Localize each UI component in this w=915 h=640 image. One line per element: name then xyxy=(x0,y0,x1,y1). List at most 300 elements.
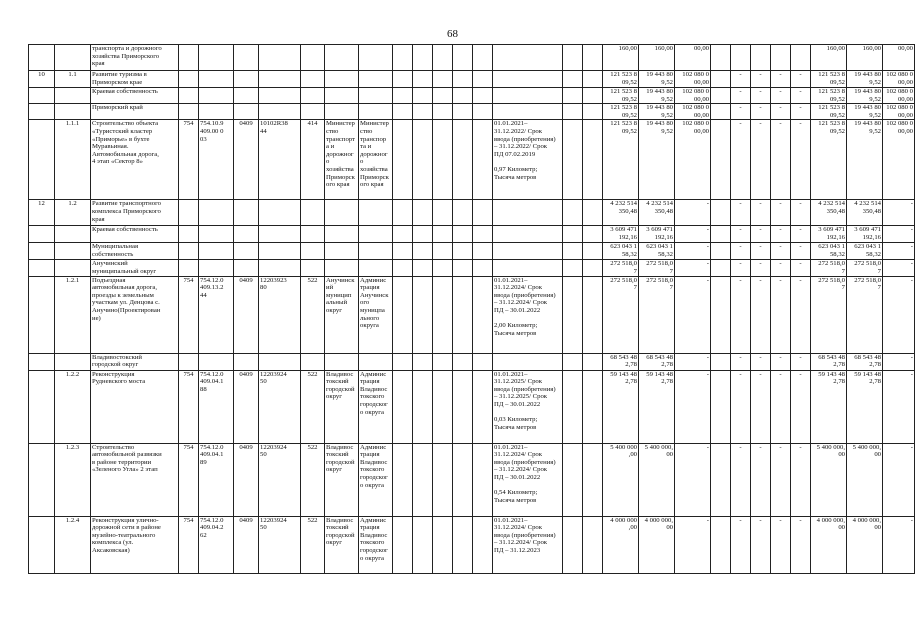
cell-c23: - xyxy=(751,260,771,276)
cell-regional-2: 272 518,0 7 xyxy=(847,260,883,276)
cell-vr xyxy=(301,88,325,104)
cell-regional-2: 19 443 80 9,52 xyxy=(847,104,883,120)
cell-kbk: 754.12.0 409.04.2 62 xyxy=(199,516,234,573)
cell-c22: - xyxy=(731,120,751,200)
cell-c21 xyxy=(711,71,731,88)
cell-total: 272 518,0 7 xyxy=(603,260,639,276)
cell-c14 xyxy=(473,276,493,353)
cell-c13 xyxy=(453,516,473,573)
cell-federal-2: - xyxy=(883,276,915,353)
cell-code xyxy=(55,226,91,243)
cell-c13 xyxy=(453,120,473,200)
cell-period-capacity: 01.01.2021– 31.12.2022/ Срок ввода (приобретения) – 31.12.2022/ Срок ПД 07.02.2019 0,97 Километр; Тысяча метров xyxy=(493,120,563,200)
cell-executor xyxy=(359,71,393,88)
cell-code xyxy=(55,104,91,120)
cell-c17 xyxy=(583,516,603,573)
cell-rzpr xyxy=(234,200,259,226)
cell-name: Владивостокский городской округ xyxy=(91,353,179,370)
cell-c16 xyxy=(563,370,583,443)
cell-c12 xyxy=(433,243,453,260)
cell-c12 xyxy=(433,200,453,226)
cell-c14 xyxy=(473,45,493,71)
cell-c23 xyxy=(751,45,771,71)
cell-customer: Владивос токский городской округ xyxy=(325,516,359,573)
cell-c23: - xyxy=(751,226,771,243)
cell-csr xyxy=(259,45,301,71)
cell-c23: - xyxy=(751,104,771,120)
cell-grbs xyxy=(179,88,199,104)
cell-c25: - xyxy=(791,104,811,120)
cell-period-capacity xyxy=(493,45,563,71)
cell-c22: - xyxy=(731,104,751,120)
cell-federal: - xyxy=(675,443,711,516)
cell-grbs xyxy=(179,243,199,260)
cell-kbk: 754.12.0 409.13.2 44 xyxy=(199,276,234,353)
cell-c13 xyxy=(453,276,473,353)
cell-total-2: 4 232 514 350,48 xyxy=(811,200,847,226)
cell-vr: 522 xyxy=(301,370,325,443)
cell-c13 xyxy=(453,243,473,260)
cell-regional: 68 543 48 2,78 xyxy=(639,353,675,370)
cell-c10 xyxy=(393,443,413,516)
cell-regional: 19 443 80 9,52 xyxy=(639,88,675,104)
cell-federal-2: 102 080 0 00,00 xyxy=(883,120,915,200)
cell-kbk xyxy=(199,226,234,243)
cell-rzpr xyxy=(234,353,259,370)
cell-regional: 4 232 514 350,48 xyxy=(639,200,675,226)
cell-c21 xyxy=(711,353,731,370)
cell-c21 xyxy=(711,226,731,243)
cell-c11 xyxy=(413,120,433,200)
cell-c17 xyxy=(583,260,603,276)
cell-regional-2: 19 443 80 9,52 xyxy=(847,71,883,88)
cell-code: 1.2.1 xyxy=(55,276,91,353)
cell-c22: - xyxy=(731,353,751,370)
table-row xyxy=(29,45,915,71)
cell-csr xyxy=(259,88,301,104)
table-row xyxy=(29,88,915,104)
cell-federal: - xyxy=(675,353,711,370)
table-row xyxy=(29,443,915,516)
cell-c21 xyxy=(711,104,731,120)
cell-federal: - xyxy=(675,276,711,353)
cell-total-2: 623 043 1 58,32 xyxy=(811,243,847,260)
cell-total-2: 121 523 8 09,52 xyxy=(811,120,847,200)
table-row xyxy=(29,243,915,260)
cell-row-no: 10 xyxy=(29,71,55,88)
cell-name: Анучинский муниципальный округ xyxy=(91,260,179,276)
cell-c10 xyxy=(393,226,413,243)
cell-rzpr: 0409 xyxy=(234,370,259,443)
cell-executor: Министер ство транспор та и дорожног о хозяйства Приморск ого края xyxy=(359,120,393,200)
cell-code: 1.2.2 xyxy=(55,370,91,443)
cell-rzpr: 0409 xyxy=(234,516,259,573)
cell-executor xyxy=(359,353,393,370)
cell-c11 xyxy=(413,226,433,243)
cell-total: 121 523 8 09,52 xyxy=(603,88,639,104)
cell-c11 xyxy=(413,200,433,226)
cell-regional-2: 272 518,0 7 xyxy=(847,276,883,353)
cell-regional: 623 043 1 58,32 xyxy=(639,243,675,260)
cell-c24: - xyxy=(771,443,791,516)
cell-c24: - xyxy=(771,353,791,370)
cell-total-2: 68 543 48 2,78 xyxy=(811,353,847,370)
cell-c17 xyxy=(583,276,603,353)
cell-federal-2: - xyxy=(883,353,915,370)
cell-c24: - xyxy=(771,200,791,226)
cell-federal-2: 00,00 xyxy=(883,45,915,71)
cell-federal: - xyxy=(675,260,711,276)
cell-kbk: 754.12.0 409.04.1 88 xyxy=(199,370,234,443)
cell-csr: 12203924 50 xyxy=(259,516,301,573)
cell-c11 xyxy=(413,71,433,88)
cell-code: 1.2.3 xyxy=(55,443,91,516)
cell-row-no xyxy=(29,276,55,353)
cell-total: 121 523 8 09,52 xyxy=(603,120,639,200)
cell-customer: Анучинск ий муницип альный округ xyxy=(325,276,359,353)
cell-c16 xyxy=(563,71,583,88)
cell-c12 xyxy=(433,260,453,276)
cell-c21 xyxy=(711,516,731,573)
cell-c12 xyxy=(433,353,453,370)
cell-c22: - xyxy=(731,200,751,226)
cell-kbk: 754.12.0 409.04.1 89 xyxy=(199,443,234,516)
cell-code: 1.2.4 xyxy=(55,516,91,573)
cell-name: Муниципальная собственность xyxy=(91,243,179,260)
cell-vr xyxy=(301,226,325,243)
cell-total: 272 518,0 7 xyxy=(603,276,639,353)
cell-period-capacity: 01.01.2021– 31.12.2025/ Срок ввода (приобретения) – 31.12.2025/ Срок ПД – 30.01.2022 0,03 Километр; Тысяча метров xyxy=(493,370,563,443)
cell-grbs xyxy=(179,200,199,226)
cell-customer xyxy=(325,88,359,104)
cell-executor xyxy=(359,200,393,226)
cell-c12 xyxy=(433,226,453,243)
cell-c14 xyxy=(473,120,493,200)
cell-row-no xyxy=(29,516,55,573)
cell-grbs: 754 xyxy=(179,276,199,353)
cell-executor xyxy=(359,260,393,276)
cell-c22: - xyxy=(731,276,751,353)
cell-csr: 12203923 80 xyxy=(259,276,301,353)
cell-executor: Админис трация Владивос токского городског о округа xyxy=(359,370,393,443)
table-row xyxy=(29,71,915,88)
cell-c11 xyxy=(413,45,433,71)
cell-regional-2: 623 043 1 58,32 xyxy=(847,243,883,260)
cell-c12 xyxy=(433,276,453,353)
cell-federal-2: - xyxy=(883,200,915,226)
cell-c21 xyxy=(711,260,731,276)
cell-c11 xyxy=(413,276,433,353)
cell-regional: 5 400 000, 00 xyxy=(639,443,675,516)
cell-period-capacity xyxy=(493,88,563,104)
cell-federal-2: - xyxy=(883,516,915,573)
cell-c13 xyxy=(453,370,473,443)
cell-c22: - xyxy=(731,226,751,243)
cell-c11 xyxy=(413,88,433,104)
cell-name: транспорта и дорожного хозяйства Приморского края xyxy=(91,45,179,71)
cell-customer: Владивос токский городской округ xyxy=(325,370,359,443)
cell-c10 xyxy=(393,353,413,370)
cell-c10 xyxy=(393,71,413,88)
cell-c24: - xyxy=(771,370,791,443)
cell-total-2: 272 518,0 7 xyxy=(811,276,847,353)
cell-c17 xyxy=(583,200,603,226)
cell-regional-2: 19 443 80 9,52 xyxy=(847,88,883,104)
cell-c14 xyxy=(473,443,493,516)
cell-c16 xyxy=(563,260,583,276)
cell-federal: 102 080 0 00,00 xyxy=(675,88,711,104)
cell-period-capacity: 01.01.2021– 31.12.2024/ Срок ввода (приобретения) – 31.12.2024/ Срок ПД – 30.01.2022 0,54 Километр; Тысяча метров xyxy=(493,443,563,516)
table-row xyxy=(29,200,915,226)
cell-c11 xyxy=(413,353,433,370)
cell-period-capacity xyxy=(493,353,563,370)
cell-csr xyxy=(259,104,301,120)
cell-federal: - xyxy=(675,370,711,443)
cell-c25: - xyxy=(791,71,811,88)
cell-total-2: 160,00 xyxy=(811,45,847,71)
cell-rzpr: 0409 xyxy=(234,120,259,200)
cell-csr xyxy=(259,243,301,260)
cell-row-no xyxy=(29,45,55,71)
table-row xyxy=(29,516,915,573)
cell-kbk xyxy=(199,71,234,88)
cell-c10 xyxy=(393,260,413,276)
cell-code xyxy=(55,353,91,370)
cell-c25: - xyxy=(791,370,811,443)
cell-rzpr: 0409 xyxy=(234,276,259,353)
cell-c10 xyxy=(393,88,413,104)
cell-grbs xyxy=(179,226,199,243)
cell-name: Подъездная автомобильная дорога, проезды к земельным участкам ул. Денцова с. Анучино(Проектирован ие) xyxy=(91,276,179,353)
cell-c14 xyxy=(473,200,493,226)
cell-total: 4 232 514 350,48 xyxy=(603,200,639,226)
cell-federal-2: 102 080 0 00,00 xyxy=(883,88,915,104)
cell-csr xyxy=(259,71,301,88)
cell-federal: - xyxy=(675,516,711,573)
cell-row-no: 12 xyxy=(29,200,55,226)
cell-period-capacity xyxy=(493,260,563,276)
cell-c13 xyxy=(453,443,473,516)
cell-rzpr xyxy=(234,260,259,276)
cell-period-capacity xyxy=(493,243,563,260)
cell-total-2: 121 523 8 09,52 xyxy=(811,88,847,104)
cell-name: Реконструкция Рудневского моста xyxy=(91,370,179,443)
cell-regional: 59 143 48 2,78 xyxy=(639,370,675,443)
page-number: 68 xyxy=(447,28,458,40)
budget-table xyxy=(28,44,915,574)
cell-regional: 160,00 xyxy=(639,45,675,71)
cell-c21 xyxy=(711,120,731,200)
cell-c25: - xyxy=(791,200,811,226)
cell-c11 xyxy=(413,370,433,443)
cell-c11 xyxy=(413,516,433,573)
cell-c10 xyxy=(393,243,413,260)
cell-federal-2: - xyxy=(883,226,915,243)
table-row xyxy=(29,260,915,276)
cell-c16 xyxy=(563,45,583,71)
cell-period-capacity: 01.01.2021– 31.12.2024/ Срок ввода (приобретения) – 31.12.2024/ Срок ПД – 31.12.2023 xyxy=(493,516,563,573)
cell-total: 3 609 471 192,16 xyxy=(603,226,639,243)
cell-c25: - xyxy=(791,443,811,516)
cell-c16 xyxy=(563,226,583,243)
cell-code: 1.1.1 xyxy=(55,120,91,200)
cell-c12 xyxy=(433,516,453,573)
cell-regional: 19 443 80 9,52 xyxy=(639,120,675,200)
cell-c25: - xyxy=(791,226,811,243)
cell-rzpr xyxy=(234,243,259,260)
cell-vr: 522 xyxy=(301,276,325,353)
cell-federal-2: - xyxy=(883,443,915,516)
cell-regional-2: 4 232 514 350,48 xyxy=(847,200,883,226)
cell-c24 xyxy=(771,45,791,71)
cell-customer: Владивос токский городской округ xyxy=(325,443,359,516)
cell-c16 xyxy=(563,200,583,226)
cell-c16 xyxy=(563,276,583,353)
cell-c13 xyxy=(453,45,473,71)
cell-c17 xyxy=(583,45,603,71)
cell-rzpr xyxy=(234,88,259,104)
cell-c16 xyxy=(563,443,583,516)
cell-c23: - xyxy=(751,120,771,200)
cell-vr xyxy=(301,71,325,88)
cell-name: Краевая собственность xyxy=(91,88,179,104)
cell-regional-2: 3 609 471 192,16 xyxy=(847,226,883,243)
cell-grbs xyxy=(179,260,199,276)
cell-name: Строительство объекта «Туристский кластер «Приморье» в бухте Муравьиная. Автомобильная дорога, 4 этап «Сектор 8» xyxy=(91,120,179,200)
cell-executor xyxy=(359,45,393,71)
cell-federal-2: - xyxy=(883,243,915,260)
cell-grbs xyxy=(179,353,199,370)
cell-c22: - xyxy=(731,260,751,276)
cell-c10 xyxy=(393,276,413,353)
cell-federal-2: - xyxy=(883,260,915,276)
cell-c23: - xyxy=(751,443,771,516)
cell-c17 xyxy=(583,353,603,370)
cell-customer xyxy=(325,226,359,243)
cell-customer xyxy=(325,260,359,276)
cell-c16 xyxy=(563,104,583,120)
cell-code xyxy=(55,260,91,276)
table-row xyxy=(29,276,915,353)
cell-grbs xyxy=(179,45,199,71)
cell-c23: - xyxy=(751,200,771,226)
cell-federal: - xyxy=(675,243,711,260)
cell-row-no xyxy=(29,443,55,516)
cell-c23: - xyxy=(751,243,771,260)
cell-c16 xyxy=(563,120,583,200)
cell-kbk xyxy=(199,353,234,370)
cell-total: 160,00 xyxy=(603,45,639,71)
cell-regional: 19 443 80 9,52 xyxy=(639,104,675,120)
cell-c10 xyxy=(393,104,413,120)
cell-c17 xyxy=(583,120,603,200)
cell-federal-2: - xyxy=(883,370,915,443)
cell-customer xyxy=(325,45,359,71)
cell-regional: 272 518,0 7 xyxy=(639,276,675,353)
cell-c17 xyxy=(583,88,603,104)
cell-period-capacity xyxy=(493,104,563,120)
cell-regional: 272 518,0 7 xyxy=(639,260,675,276)
cell-name: Реконструкция улично- дорожной сети в районе музейно-театрального комплекса (ул. Аксаковская) xyxy=(91,516,179,573)
cell-total: 121 523 8 09,52 xyxy=(603,71,639,88)
table-row xyxy=(29,104,915,120)
cell-executor: Админис трация Анучинск ого муницпа льного округа xyxy=(359,276,393,353)
cell-c10 xyxy=(393,370,413,443)
cell-regional-2: 5 400 000, 00 xyxy=(847,443,883,516)
cell-vr: 522 xyxy=(301,443,325,516)
cell-c10 xyxy=(393,200,413,226)
cell-vr xyxy=(301,200,325,226)
cell-row-no xyxy=(29,353,55,370)
cell-c12 xyxy=(433,443,453,516)
cell-total-2: 4 000 000, 00 xyxy=(811,516,847,573)
cell-code xyxy=(55,88,91,104)
cell-row-no xyxy=(29,226,55,243)
cell-c24: - xyxy=(771,120,791,200)
cell-c12 xyxy=(433,120,453,200)
cell-csr xyxy=(259,226,301,243)
cell-total: 4 000 000 ,00 xyxy=(603,516,639,573)
cell-vr xyxy=(301,104,325,120)
cell-c21 xyxy=(711,276,731,353)
cell-vr xyxy=(301,45,325,71)
cell-vr xyxy=(301,353,325,370)
cell-c23: - xyxy=(751,88,771,104)
cell-customer xyxy=(325,71,359,88)
cell-grbs: 754 xyxy=(179,370,199,443)
cell-total-2: 3 609 471 192,16 xyxy=(811,226,847,243)
cell-name: Краевая собственность xyxy=(91,226,179,243)
table-row xyxy=(29,226,915,243)
cell-customer xyxy=(325,104,359,120)
cell-c25: - xyxy=(791,516,811,573)
cell-executor xyxy=(359,104,393,120)
cell-row-no xyxy=(29,243,55,260)
cell-rzpr xyxy=(234,45,259,71)
table-row xyxy=(29,370,915,443)
cell-federal: 102 080 0 00,00 xyxy=(675,104,711,120)
cell-c11 xyxy=(413,104,433,120)
cell-c13 xyxy=(453,88,473,104)
cell-c17 xyxy=(583,370,603,443)
cell-regional: 19 443 80 9,52 xyxy=(639,71,675,88)
cell-c13 xyxy=(453,71,473,88)
cell-c23: - xyxy=(751,516,771,573)
cell-rzpr xyxy=(234,71,259,88)
table-row xyxy=(29,353,915,370)
cell-period-capacity: 01.01.2021– 31.12.2024/ Срок ввода (приобретения) – 31.12.2024/ Срок ПД – 30.01.2022 2,00 Километр; Тысяча метров xyxy=(493,276,563,353)
cell-name: Развитие туризма в Приморском крае xyxy=(91,71,179,88)
cell-kbk xyxy=(199,260,234,276)
cell-c24: - xyxy=(771,276,791,353)
cell-code xyxy=(55,243,91,260)
cell-c24: - xyxy=(771,516,791,573)
cell-c24: - xyxy=(771,71,791,88)
cell-regional-2: 59 143 48 2,78 xyxy=(847,370,883,443)
cell-c23: - xyxy=(751,353,771,370)
cell-c16 xyxy=(563,353,583,370)
cell-executor: Админис трация Владивос токского городског о округа xyxy=(359,516,393,573)
cell-federal: 102 080 0 00,00 xyxy=(675,120,711,200)
cell-c17 xyxy=(583,71,603,88)
cell-csr xyxy=(259,200,301,226)
cell-c13 xyxy=(453,200,473,226)
cell-code xyxy=(55,45,91,71)
cell-c22: - xyxy=(731,443,751,516)
cell-c10 xyxy=(393,516,413,573)
cell-regional-2: 19 443 80 9,52 xyxy=(847,120,883,200)
cell-c22: - xyxy=(731,370,751,443)
